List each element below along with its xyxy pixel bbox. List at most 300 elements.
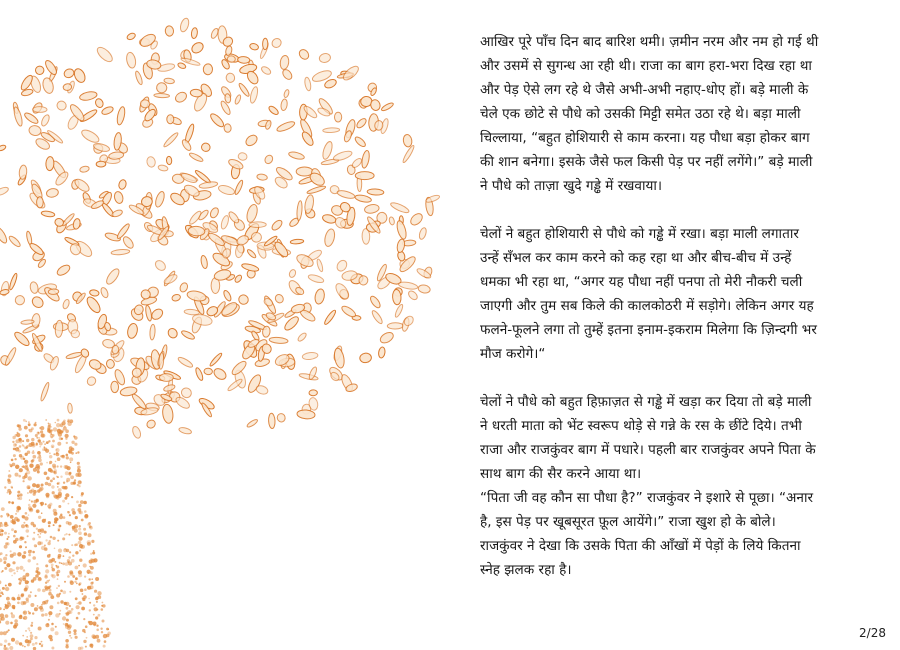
story-paragraph-1	[480, 30, 885, 198]
trunk-stipple	[35, 642, 38, 645]
trunk-stipple	[49, 452, 51, 454]
trunk-stipple	[8, 474, 12, 478]
trunk-stipple	[79, 525, 81, 527]
leaf	[37, 197, 44, 208]
leaf	[270, 219, 283, 232]
trunk-stipple	[11, 487, 13, 489]
leaf	[179, 282, 189, 293]
trunk-stipple	[96, 629, 99, 632]
leaf	[40, 382, 51, 402]
trunk-stipple	[16, 433, 20, 437]
trunk-stipple	[57, 476, 59, 478]
leaf	[260, 65, 272, 76]
leaf	[100, 287, 110, 299]
trunk-stipple	[55, 422, 57, 424]
trunk-stipple	[52, 440, 55, 443]
trunk-stipple	[20, 456, 24, 460]
text-line: स्नेह झलक रहा है।	[480, 562, 572, 578]
trunk-stipple	[0, 592, 1, 595]
trunk-stipple	[69, 551, 71, 553]
trunk-stipple	[25, 630, 27, 632]
trunk-stipple	[54, 520, 57, 523]
trunk-stipple	[17, 519, 20, 522]
trunk-stipple	[93, 624, 96, 627]
trunk-stipple	[14, 608, 16, 610]
trunk-stipple	[93, 558, 97, 562]
trunk-stipple	[26, 636, 28, 638]
text-line: धमका भी रहा था, “अगर यह पौधा नहीं पनपा तो मेरी नौकरी चली	[480, 274, 803, 290]
trunk-stipple	[18, 427, 21, 430]
trunk-stipple	[71, 608, 74, 611]
trunk-stipple	[32, 551, 35, 554]
leaf	[199, 181, 218, 189]
trunk-stipple	[15, 447, 19, 451]
leaf	[165, 25, 174, 36]
trunk-stipple	[23, 480, 25, 482]
trunk-stipple	[82, 629, 85, 632]
trunk-stipple	[33, 450, 35, 452]
trunk-stipple	[22, 575, 26, 579]
leaf	[15, 295, 26, 306]
trunk-stipple	[101, 608, 104, 611]
leaf	[154, 93, 170, 98]
leaf	[209, 352, 223, 367]
trunk-stipple	[24, 541, 26, 543]
trunk-stipple	[30, 550, 32, 552]
leaf	[96, 161, 106, 167]
leaf	[268, 105, 280, 116]
trunk-stipple	[27, 535, 29, 537]
leaf	[145, 419, 156, 430]
leaf	[268, 413, 275, 429]
leaf	[351, 157, 363, 169]
trunk-stipple	[0, 589, 1, 592]
leaf	[212, 366, 228, 381]
trunk-stipple	[0, 558, 2, 562]
trunk-stipple	[21, 466, 23, 468]
trunk-stipple	[65, 493, 69, 497]
leaf	[270, 37, 283, 50]
trunk-stipple	[53, 453, 55, 455]
trunk-stipple	[40, 529, 44, 533]
leaf	[222, 289, 232, 302]
trunk-stipple	[19, 582, 22, 585]
trunk-stipple	[75, 636, 78, 639]
trunk-stipple	[30, 603, 34, 607]
trunk-stipple	[37, 432, 40, 435]
trunk-stipple	[19, 545, 22, 548]
trunk-stipple	[0, 515, 3, 518]
leaf	[314, 288, 326, 305]
leaf	[224, 124, 232, 133]
trunk-stipple	[89, 609, 91, 611]
trunk-stipple	[79, 559, 82, 562]
trunk-stipple	[100, 628, 102, 630]
trunk-stipple	[46, 477, 50, 481]
trunk-stipple	[40, 430, 43, 433]
trunk-stipple	[90, 566, 94, 570]
trunk-stipple	[11, 614, 15, 618]
leaf	[34, 64, 46, 76]
trunk-stipple	[9, 493, 11, 495]
trunk-stipple	[5, 585, 7, 587]
leaf	[101, 105, 114, 116]
leaf	[227, 56, 235, 63]
trunk-stipple	[79, 550, 81, 552]
trunk-stipple	[67, 422, 71, 426]
trunk-stipple	[18, 425, 21, 428]
trunk-stipple	[85, 646, 87, 648]
trunk-stipple	[22, 635, 24, 637]
trunk-stipple	[49, 503, 52, 506]
trunk-stipple	[58, 433, 62, 437]
trunk-stipple	[38, 516, 41, 519]
leaf	[177, 356, 194, 369]
leaf	[269, 337, 288, 344]
trunk-stipple	[93, 604, 95, 606]
trunk-stipple	[28, 504, 31, 507]
trunk-stipple	[12, 561, 15, 564]
trunk-stipple	[19, 566, 23, 570]
trunk-stipple	[14, 458, 16, 460]
trunk-stipple	[57, 486, 59, 488]
trunk-stipple	[41, 604, 43, 606]
trunk-stipple	[56, 594, 60, 598]
trunk-stipple	[45, 539, 47, 541]
trunk-stipple	[30, 638, 33, 641]
trunk-stipple	[31, 438, 34, 441]
trunk-stipple	[6, 563, 10, 567]
leaf	[387, 323, 403, 329]
leaf	[108, 151, 124, 160]
trunk-stipple	[78, 601, 82, 605]
trunk-stipple	[32, 504, 36, 508]
trunk-stipple	[41, 614, 44, 617]
trunk-stipple	[65, 639, 69, 643]
text-line: राजकुंवर ने देखा कि उसके पिता की आँखों में पेड़ों के लिये कितना	[480, 538, 801, 554]
trunk-stipple	[0, 643, 3, 646]
trunk-stipple	[4, 567, 7, 570]
trunk-stipple	[37, 605, 39, 607]
trunk-stipple	[40, 608, 44, 612]
trunk-stipple	[78, 612, 81, 615]
text-line: चेलों ने बहुत होशियारी से पौधे को गड्ढे में रखा। बड़ा माली लगातार	[480, 226, 799, 242]
trunk-stipple	[26, 470, 30, 474]
trunk-stipple	[19, 445, 22, 448]
trunk-stipple	[25, 434, 28, 437]
text-line: ने धरती माता को भेंट स्वरूप थोड़े से गन्ने के रस के छींटे दिये। तभी	[480, 418, 802, 434]
leaf	[46, 188, 59, 199]
trunk-stipple	[49, 463, 51, 465]
trunk-stipple	[5, 621, 9, 625]
leaf	[333, 281, 351, 301]
trunk-stipple	[79, 537, 83, 541]
trunk-stipple	[96, 625, 98, 627]
trunk-stipple	[25, 546, 27, 548]
leaf	[209, 206, 220, 219]
trunk-stipple	[38, 459, 42, 463]
leaf	[336, 189, 355, 200]
trunk-stipple	[54, 469, 57, 472]
trunk-stipple	[92, 552, 95, 555]
trunk-stipple	[40, 542, 43, 545]
trunk-stipple	[81, 607, 85, 611]
trunk-stipple	[62, 562, 65, 565]
trunk-stipple	[70, 580, 73, 583]
trunk-stipple	[66, 619, 69, 622]
trunk-stipple	[74, 529, 78, 533]
trunk-stipple	[76, 605, 80, 609]
trunk-stipple	[64, 465, 68, 469]
trunk-stipple	[84, 510, 87, 513]
trunk-stipple	[84, 588, 87, 591]
trunk-stipple	[17, 494, 20, 497]
trunk-stipple	[32, 483, 36, 487]
leaf	[390, 201, 411, 215]
trunk-stipple	[2, 593, 4, 595]
trunk-stipple	[27, 492, 29, 494]
trunk-stipple	[75, 473, 79, 477]
leaf	[8, 273, 18, 291]
trunk-stipple	[66, 607, 69, 610]
trunk-stipple	[98, 614, 101, 617]
trunk-stipple	[56, 449, 58, 451]
trunk-stipple	[8, 643, 11, 646]
trunk-stipple	[72, 555, 74, 557]
trunk-stipple	[41, 484, 44, 487]
trunk-stipple	[22, 555, 26, 559]
leaf	[234, 94, 242, 105]
trunk-stipple	[80, 500, 84, 504]
text-line: फलने-फूलने लगा तो तुम्हें इतना इनाम-इकराम मिलेगा कि ज़िन्दगी भर	[480, 322, 817, 338]
trunk-stipple	[72, 529, 74, 531]
trunk-stipple	[44, 545, 46, 547]
trunk-stipple	[62, 486, 65, 489]
leaf	[200, 255, 208, 269]
leaf	[121, 235, 135, 250]
trunk-stipple	[4, 640, 7, 643]
trunk-stipple	[36, 443, 38, 445]
leaf	[146, 156, 156, 168]
trunk-stipple	[44, 472, 48, 476]
trunk-stipple	[73, 629, 76, 632]
leaf	[111, 249, 130, 256]
leaf	[323, 309, 337, 326]
trunk-stipple	[41, 434, 45, 438]
trunk-stipple	[101, 631, 103, 633]
trunk-stipple	[93, 614, 95, 616]
trunk-stipple	[63, 555, 65, 557]
trunk-stipple	[50, 536, 53, 539]
trunk-stipple	[28, 476, 32, 480]
trunk-stipple	[64, 534, 66, 536]
trunk-stipple	[37, 457, 39, 459]
leaf	[188, 152, 203, 163]
trunk-stipple	[51, 436, 53, 438]
leaf	[355, 117, 367, 129]
trunk-stipple	[11, 638, 15, 642]
trunk-stipple	[56, 574, 59, 577]
leaf	[409, 211, 425, 227]
leaf	[178, 426, 192, 435]
trunk-stipple	[57, 556, 60, 559]
trunk-stipple	[18, 475, 21, 478]
trunk-stipple	[83, 501, 87, 505]
trunk-stipple	[31, 622, 33, 624]
trunk-stipple	[17, 597, 21, 601]
leaf	[190, 40, 205, 55]
trunk-stipple	[6, 513, 9, 516]
trunk-stipple	[51, 485, 54, 488]
trunk-stipple	[70, 475, 74, 479]
trunk-stipple	[5, 614, 9, 618]
trunk-stipple	[26, 598, 29, 601]
leaf	[40, 114, 51, 127]
trunk-stipple	[5, 554, 7, 556]
leaf	[33, 106, 47, 112]
trunk-stipple	[9, 568, 13, 572]
trunk-stipple	[69, 605, 71, 607]
trunk-stipple	[19, 642, 22, 645]
leaf	[209, 112, 226, 129]
leaf	[246, 418, 258, 428]
trunk-stipple	[62, 616, 66, 620]
leaf	[425, 194, 440, 204]
trunk-stipple	[29, 630, 31, 632]
trunk-stipple	[57, 570, 60, 573]
leaf	[179, 17, 190, 33]
page-number: 2/28	[859, 626, 886, 640]
text-line: है, इस पेड़ पर खूबसूरत फ़ूल आयेंगे।” राजा खुश हो के बोले।	[480, 514, 776, 530]
leaf	[263, 154, 274, 165]
trunk-stipple	[78, 573, 82, 577]
story-paragraph-2	[480, 222, 885, 366]
leaf	[302, 352, 318, 361]
trunk-stipple	[13, 454, 16, 457]
trunk-stipple	[81, 492, 84, 495]
trunk-stipple	[61, 563, 63, 565]
leaf	[354, 194, 372, 204]
trunk-stipple	[28, 554, 31, 557]
leaf	[245, 203, 259, 223]
trunk-stipple	[13, 572, 15, 574]
trunk-stipple	[65, 602, 69, 606]
trunk-stipple	[17, 602, 20, 605]
trunk-stipple	[59, 610, 61, 612]
trunk-stipple	[16, 567, 19, 570]
trunk-stipple	[63, 516, 66, 519]
trunk-stipple	[13, 448, 16, 451]
trunk-stipple	[71, 508, 75, 512]
trunk-stipple	[25, 466, 29, 470]
trunk-stipple	[28, 640, 32, 644]
text-line: चेलों ने पौधे को बहुत हिफ़ाज़त से गड्ढे में खड़ा कर दिया तो बड़े माली	[480, 394, 812, 410]
trunk-stipple	[29, 509, 31, 511]
trunk-stipple	[57, 483, 59, 485]
leaf	[55, 320, 64, 337]
trunk-stipple	[54, 561, 56, 563]
trunk-stipple	[97, 591, 101, 595]
leaf	[283, 89, 290, 98]
trunk-stipple	[17, 497, 20, 500]
leaf	[154, 190, 166, 208]
trunk-stipple	[36, 528, 38, 530]
leaf	[237, 56, 250, 63]
trunk-stipple	[63, 623, 65, 625]
leaf	[162, 404, 175, 424]
trunk-stipple	[72, 575, 75, 578]
trunk-stipple	[58, 585, 60, 587]
leaf	[276, 413, 286, 423]
trunk-stipple	[63, 482, 65, 484]
trunk-stipple	[73, 482, 75, 484]
trunk-stipple	[67, 610, 71, 614]
trunk-stipple	[32, 612, 34, 614]
trunk-stipple	[86, 637, 88, 639]
trunk-stipple	[83, 618, 85, 620]
trunk-stipple	[25, 421, 27, 423]
trunk-stipple	[44, 586, 47, 589]
trunk-stipple	[81, 519, 84, 522]
trunk-stipple	[41, 512, 43, 514]
trunk-stipple	[39, 427, 41, 429]
trunk-stipple	[68, 451, 70, 453]
leaf	[280, 99, 288, 111]
leaf	[177, 62, 186, 70]
trunk-stipple	[38, 439, 41, 442]
trunk-stipple	[67, 511, 69, 513]
story-text	[480, 30, 885, 606]
trunk-stipple	[8, 470, 10, 472]
trunk-stipple	[50, 469, 53, 472]
trunk-stipple	[23, 617, 25, 619]
trunk-stipple	[28, 594, 31, 597]
trunk-stipple	[8, 501, 11, 504]
trunk-stipple	[0, 552, 3, 555]
trunk-stipple	[47, 428, 50, 431]
trunk-stipple	[32, 643, 35, 646]
leaf	[306, 185, 326, 195]
trunk-stipple	[65, 429, 69, 433]
trunk-stipple	[5, 604, 7, 606]
trunk-stipple	[34, 423, 37, 426]
leaf	[234, 274, 243, 284]
trunk-stipple	[4, 545, 8, 549]
leaf	[186, 290, 207, 303]
trunk-stipple	[51, 647, 54, 650]
trunk-stipple	[91, 540, 94, 543]
trunk-stipple	[28, 423, 31, 426]
trunk-stipple	[34, 607, 38, 611]
trunk-stipple	[70, 637, 72, 639]
trunk-stipple	[75, 577, 78, 580]
text-line: राजा और राजकुंवर बाग में पधारे। पहली बार राजकुंवर अपने पिता के	[480, 442, 816, 458]
leaf	[288, 269, 297, 279]
trunk-stipple	[27, 485, 31, 489]
trunk-stipple	[49, 554, 51, 556]
trunk-stipple	[36, 464, 40, 468]
trunk-stipple	[58, 505, 61, 508]
trunk-stipple	[39, 446, 41, 448]
trunk-stipple	[35, 570, 38, 573]
leaf	[194, 367, 204, 381]
trunk-stipple	[45, 449, 49, 453]
leaf	[48, 289, 59, 295]
trunk-stipple	[16, 439, 20, 443]
trunk-stipple	[58, 494, 62, 498]
trunk-stipple	[24, 646, 26, 648]
leaf	[46, 156, 55, 170]
